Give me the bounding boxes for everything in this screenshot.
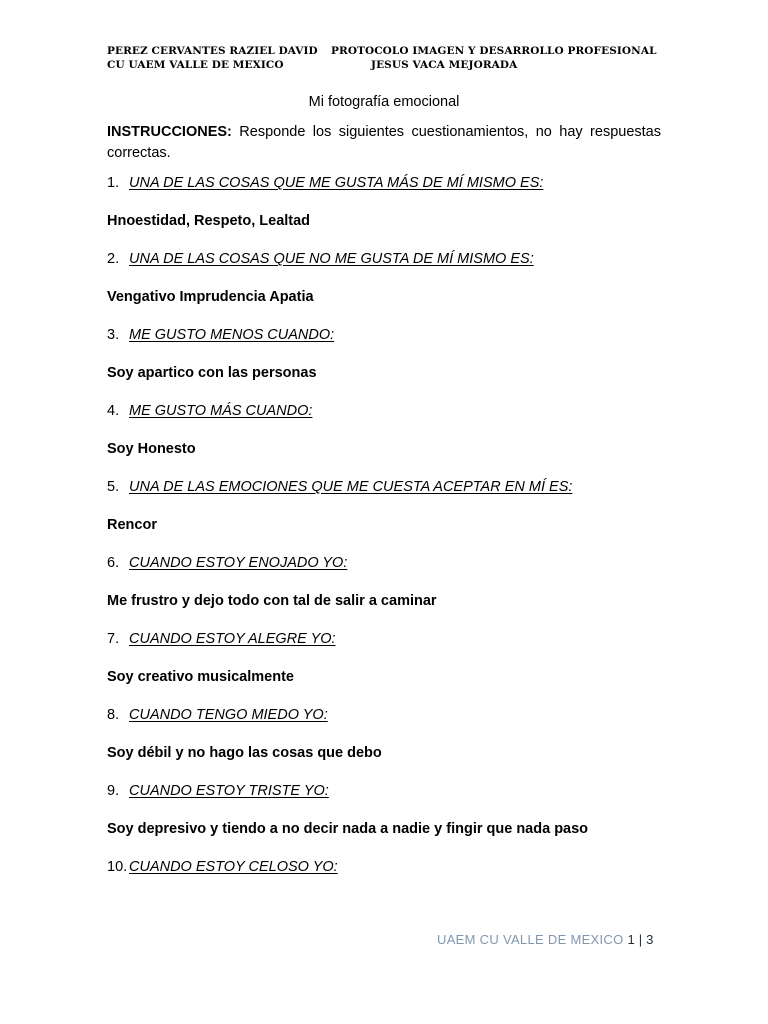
- question-item: [107, 628, 667, 687]
- question-text: CUANDO TENGO MIEDO YO:: [129, 707, 328, 723]
- question-item: [107, 552, 667, 611]
- question-item: [107, 172, 667, 231]
- question: [107, 400, 667, 422]
- instructions-label: INSTRUCCIONES:: [107, 124, 232, 140]
- question-number: 4.: [107, 403, 120, 419]
- question-number: 9.: [107, 783, 120, 799]
- question: [107, 856, 667, 878]
- page-title: Mi fotografía emocional: [308, 94, 460, 110]
- header-row-2: [107, 58, 667, 72]
- answer: Me frustro y dejo todo con tal de salir a caminar: [107, 593, 437, 609]
- question-text: CUANDO ESTOY ALEGRE YO:: [129, 631, 336, 647]
- answer: Soy depresivo y tiendo a no decir nada a nadie y fingir que nada paso: [107, 821, 589, 837]
- page-total: 3: [646, 932, 654, 947]
- question-number: 10.: [107, 859, 128, 875]
- question-number: 8.: [107, 707, 120, 723]
- answer: Soy débil y no hago las cosas que debo: [107, 745, 382, 761]
- answer: Rencor: [107, 517, 157, 533]
- question-item: [107, 248, 667, 307]
- page-footer: [437, 930, 653, 950]
- question-text: UNA DE LAS COSAS QUE ME GUSTA MÁS DE MÍ MISMO ES:: [129, 175, 544, 191]
- question-text: ME GUSTO MENOS CUANDO:: [129, 327, 335, 343]
- instructions: [107, 122, 661, 164]
- question-text: CUANDO ESTOY ENOJADO YO:: [129, 555, 348, 571]
- answer: Soy apartico con las personas: [107, 365, 317, 381]
- question-text: CUANDO ESTOY CELOSO YO:: [129, 859, 338, 875]
- question-text: CUANDO ESTOY TRISTE YO:: [129, 783, 329, 799]
- question-number: 7.: [107, 631, 120, 647]
- question: [107, 476, 667, 498]
- answer: Hnoestidad, Respeto, Lealtad: [107, 213, 311, 229]
- question: [107, 172, 667, 194]
- question: [107, 248, 667, 270]
- answer: Vengativo Imprudencia Apatia: [107, 289, 314, 305]
- question-number: 6.: [107, 555, 120, 571]
- question-item: [107, 856, 667, 878]
- question-item: [107, 400, 667, 459]
- page-number: 1: [627, 932, 635, 947]
- question: [107, 552, 667, 574]
- question-number: 5.: [107, 479, 120, 495]
- question: [107, 704, 667, 726]
- footer-organization: UAEM CU VALLE DE MEXICO: [437, 932, 624, 947]
- question-list: [107, 172, 667, 878]
- question-text: ME GUSTO MÁS CUANDO:: [129, 403, 313, 419]
- question: [107, 780, 667, 802]
- header-row-1: [107, 44, 667, 58]
- question-number: 1.: [107, 175, 120, 191]
- student-name: PEREZ CERVANTES RAZIEL DAVID: [107, 45, 318, 57]
- page-header: [107, 44, 667, 72]
- footer-separator: |: [638, 932, 643, 947]
- question-number: 3.: [107, 327, 120, 343]
- question-item: [107, 780, 667, 839]
- answer: Soy creativo musicalmente: [107, 669, 294, 685]
- question-item: [107, 476, 667, 535]
- question: [107, 324, 667, 346]
- course-name: PROTOCOLO IMAGEN Y DESARROLLO PROFESIONAL: [331, 45, 657, 57]
- question-item: [107, 704, 667, 763]
- question-item: [107, 324, 667, 383]
- teacher-name: JESUS VACA MEJORADA: [371, 59, 518, 71]
- instructions-text: Responde los siguientes cuestionamientos, no hay respuestas correctas.: [107, 124, 661, 161]
- question: [107, 628, 667, 650]
- answer: Soy Honesto: [107, 441, 196, 457]
- question-text: UNA DE LAS EMOCIONES QUE ME CUESTA ACEPTAR EN MÍ ES:: [129, 479, 573, 495]
- question-number: 2.: [107, 251, 120, 267]
- campus-name: CU UAEM VALLE DE MEXICO: [107, 59, 284, 71]
- question-text: UNA DE LAS COSAS QUE NO ME GUSTA DE MÍ MISMO ES:: [129, 251, 534, 267]
